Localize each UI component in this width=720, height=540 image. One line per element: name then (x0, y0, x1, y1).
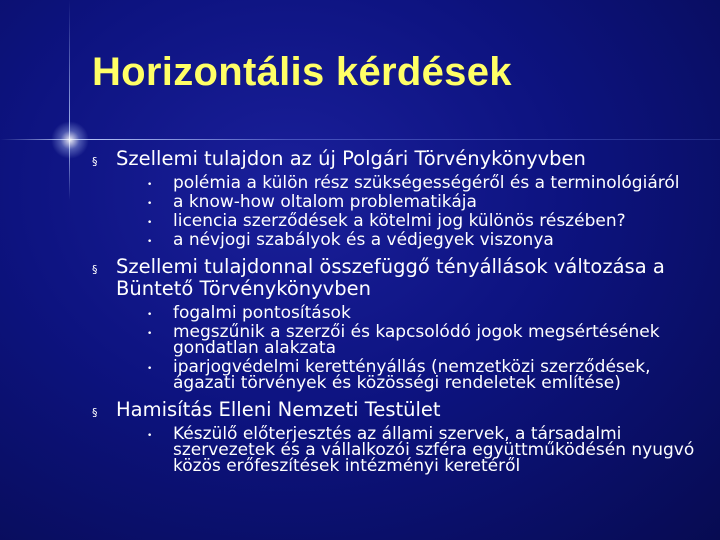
bullet-icon: • (147, 199, 153, 209)
bullet-icon: • (147, 180, 153, 190)
sub-list (116, 175, 702, 248)
list-item: • megszűnik a szerzői és kapcsolódó jogok megsértésének gondatlan alakzata (147, 322, 660, 358)
square-bullet-icon: § (92, 406, 98, 419)
section-civil-code (92, 148, 702, 248)
slide-title: Horizontális kérdések (92, 50, 512, 94)
bullet-icon: • (147, 431, 153, 441)
bullet-icon: • (147, 364, 153, 374)
decorative-vertical-line (69, 0, 70, 200)
section-heading: Szellemi tulajdon az új Polgári Törvénykönyvben (116, 147, 586, 170)
square-bullet-icon: § (92, 263, 98, 276)
bullet-icon: • (147, 218, 153, 228)
list-item: • a névjogi szabályok és a védjegyek viszonya (147, 230, 554, 250)
list-item: • a know-how oltalom problematikája (147, 192, 477, 212)
list-item: • licencia szerződések a kötelmi jog különös részében? (147, 211, 626, 231)
section-heading: Hamisítás Elleni Nemzeti Testület (116, 398, 441, 421)
section-anti-counterfeiting-board (92, 399, 702, 474)
bullet-icon: • (147, 329, 153, 339)
list-item: • iparjogvédelmi kerettényállás (nemzetközi szerződések, ágazati törvények és közösségi rendeletek említése) (147, 357, 651, 393)
section-criminal-code (92, 256, 702, 391)
sub-list (116, 426, 702, 474)
bullet-icon: • (147, 310, 153, 320)
list-item: • polémia a külön rész szükségességéről és a terminológiáról (147, 173, 680, 193)
square-bullet-icon: § (92, 155, 98, 168)
slide-content (92, 148, 702, 477)
section-heading: Szellemi tulajdonnal összefüggő tényállások változása a Büntető Törvénykönyvben (116, 255, 665, 300)
list-item: • fogalmi pontosítások (147, 303, 351, 323)
list-item: • Készülő előterjesztés az állami szervek, a társadalmi szervezetek és a vállalkozói szféra együttműködésén nyugvó közös erőfeszítések intézményi keretéről (147, 424, 695, 476)
bullet-icon: • (147, 237, 153, 247)
sub-list (116, 305, 702, 391)
decorative-horizontal-line (0, 139, 720, 140)
decorative-star-glow (51, 121, 89, 159)
